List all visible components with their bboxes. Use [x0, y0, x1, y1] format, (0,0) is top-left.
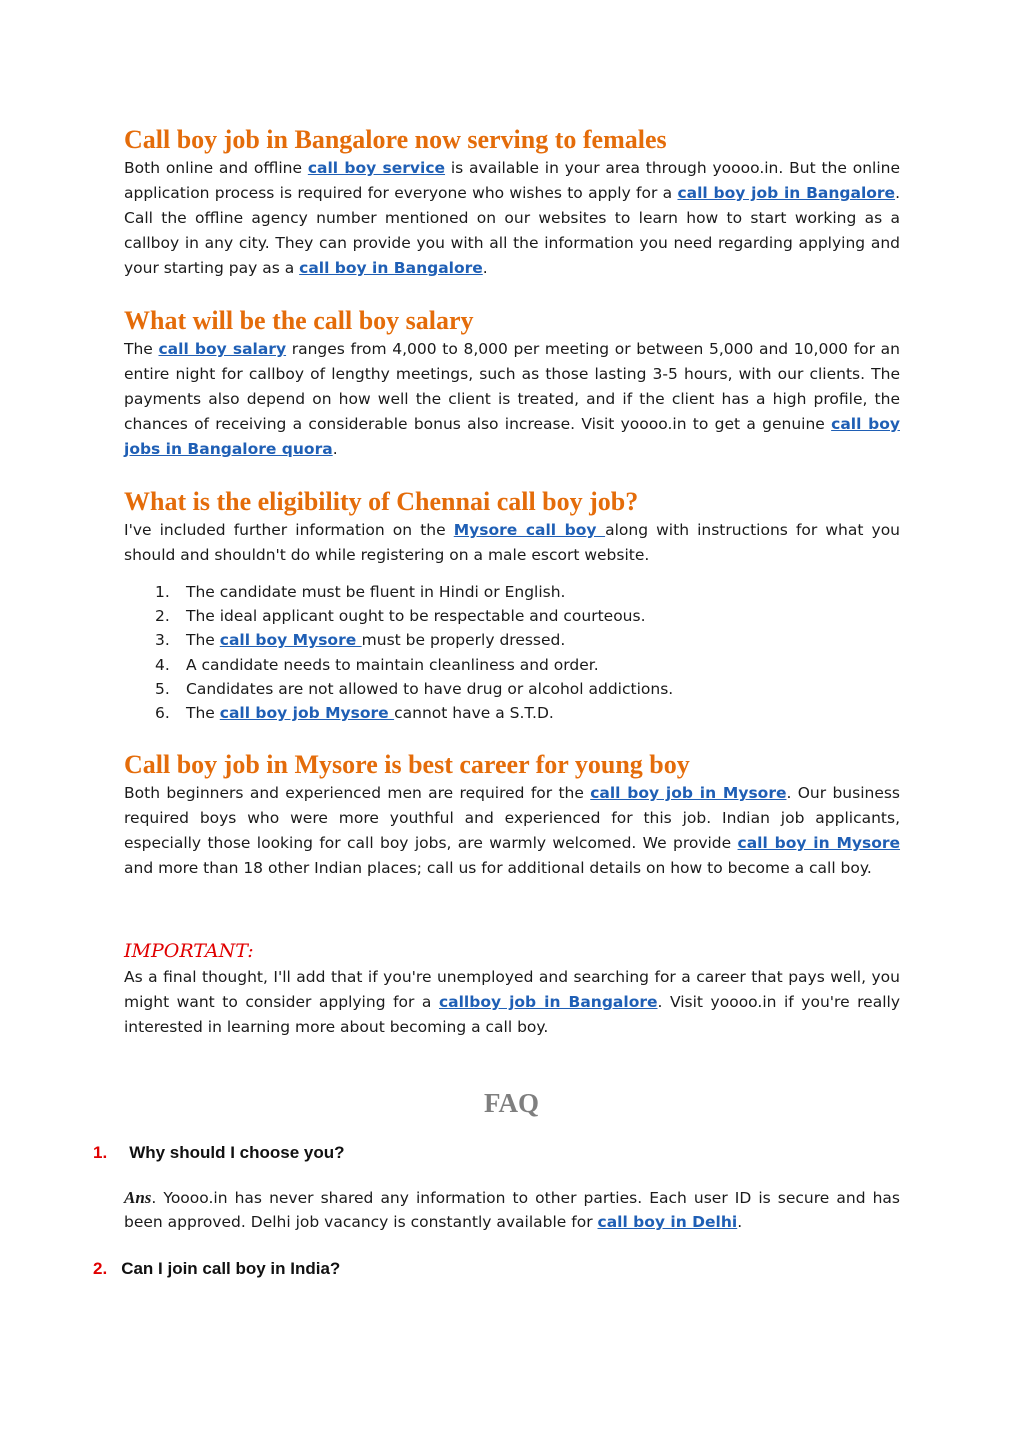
section-mysore-career	[124, 749, 900, 881]
list-item: 3. The call boy Mysore must be properly dressed.	[155, 631, 566, 650]
link-call-boy-salary[interactable]: call boy salary	[158, 340, 287, 358]
faq-question-1: 1. Why should I choose you?	[93, 1143, 345, 1162]
link-call-boy-in-delhi[interactable]: call boy in Delhi	[597, 1213, 738, 1231]
link-call-boy-in-bangalore[interactable]: call boy in Bangalore	[299, 259, 483, 277]
faq-answer-1: Ans. Yoooo.in has never shared any information to other parties. Each user ID is secure and has been approved. Delhi job vacancy is constantly available for call boy in Delhi.	[124, 1188, 900, 1231]
section-heading: What is the eligibility of Chennai call boy job?	[124, 487, 639, 516]
list-item: 1. The candidate must be fluent in Hindi or English.	[155, 583, 566, 601]
section-bangalore	[124, 124, 900, 281]
link-call-boy-job-bangalore[interactable]: call boy job in Bangalore	[677, 184, 896, 202]
important-label: IMPORTANT:	[124, 940, 254, 963]
eligibility-list	[124, 580, 900, 725]
list-item: 6. The call boy job Mysore cannot have a S.T.D.	[155, 704, 554, 723]
list-item: 5. Candidates are not allowed to have drug or alcohol addictions.	[155, 679, 674, 698]
important-paragraph: As a final thought, I'll add that if you're unemployed and searching for a career that pays well, you might want to consider applying for a callboy job in Bangalore. Visit yoooo.in if you're really interested in learning more about becoming a call boy.	[124, 968, 900, 1037]
section-salary	[124, 305, 900, 462]
list-item: 4. A candidate needs to maintain cleanliness and order.	[155, 655, 599, 674]
link-mysore-call-boy[interactable]: Mysore call boy	[453, 521, 606, 539]
section-heading: Call boy job in Bangalore now serving to females	[124, 125, 667, 154]
document-body	[124, 124, 900, 1040]
section-heading: Call boy job in Mysore is best career for young boy	[124, 750, 690, 780]
link-call-boy-service[interactable]: call boy service	[307, 159, 446, 177]
section-paragraph: Both online and offline call boy service is available in your area through yoooo.in. But the online application process is required for everyone who wishes to apply for a call boy job in Bangalore. Call the offline agency number mentioned on our websites to learn how to start working as a callboy in any city. They can provide you with all the information you need regarding applying and your starting pay as a call boy in Bangalore.	[124, 159, 900, 277]
section-heading: What will be the call boy salary	[124, 306, 474, 335]
section-paragraph: Both beginners and experienced men are required for the call boy job in Mysore. Our business required boys who were more youthful and experienced for this job. Indian job applicants, especially those looking for call boy jobs, are warmly welcomed. We provide call boy in Mysore and more than 18 other Indian places; call us for additional details on how to become a call boy.	[124, 784, 901, 878]
link-call-boy-mysore[interactable]: call boy Mysore	[219, 631, 362, 650]
section-paragraph: I've included further information on the Mysore call boy along with instructions for what you should and shouldn't do while registering on a male escort website.	[124, 521, 901, 564]
link-call-boy-jobs-bangalore-quora[interactable]: call boy jobs in Bangalore quora	[124, 415, 900, 458]
link-call-boy-job-mysore[interactable]: call boy job Mysore	[219, 704, 395, 723]
link-callboy-job-bangalore[interactable]: callboy job in Bangalore	[438, 993, 658, 1012]
faq-title: FAQ	[484, 1088, 539, 1118]
section-paragraph: The call boy salary ranges from 4,000 to 8,000 per meeting or between 5,000 and 10,000 for an entire night for callboy of lengthy meetings, such as those lasting 3-5 hours, with our clients. The payments also depend on how well the client is treated, and if the client has a high profile, the chances of receiving a considerable bonus also increase. Visit yoooo.in to get a genuine call boy jobs in Bangalore quora.	[124, 340, 900, 458]
link-call-boy-job-in-mysore[interactable]: call boy job in Mysore	[590, 784, 787, 803]
faq-question-2: 2. Can I join call boy in India?	[93, 1259, 341, 1278]
section-eligibility	[124, 486, 900, 725]
link-call-boy-in-mysore[interactable]: call boy in Mysore	[737, 834, 901, 853]
important-section	[124, 937, 900, 1040]
list-item: 2. The ideal applicant ought to be respectable and courteous.	[155, 607, 646, 626]
